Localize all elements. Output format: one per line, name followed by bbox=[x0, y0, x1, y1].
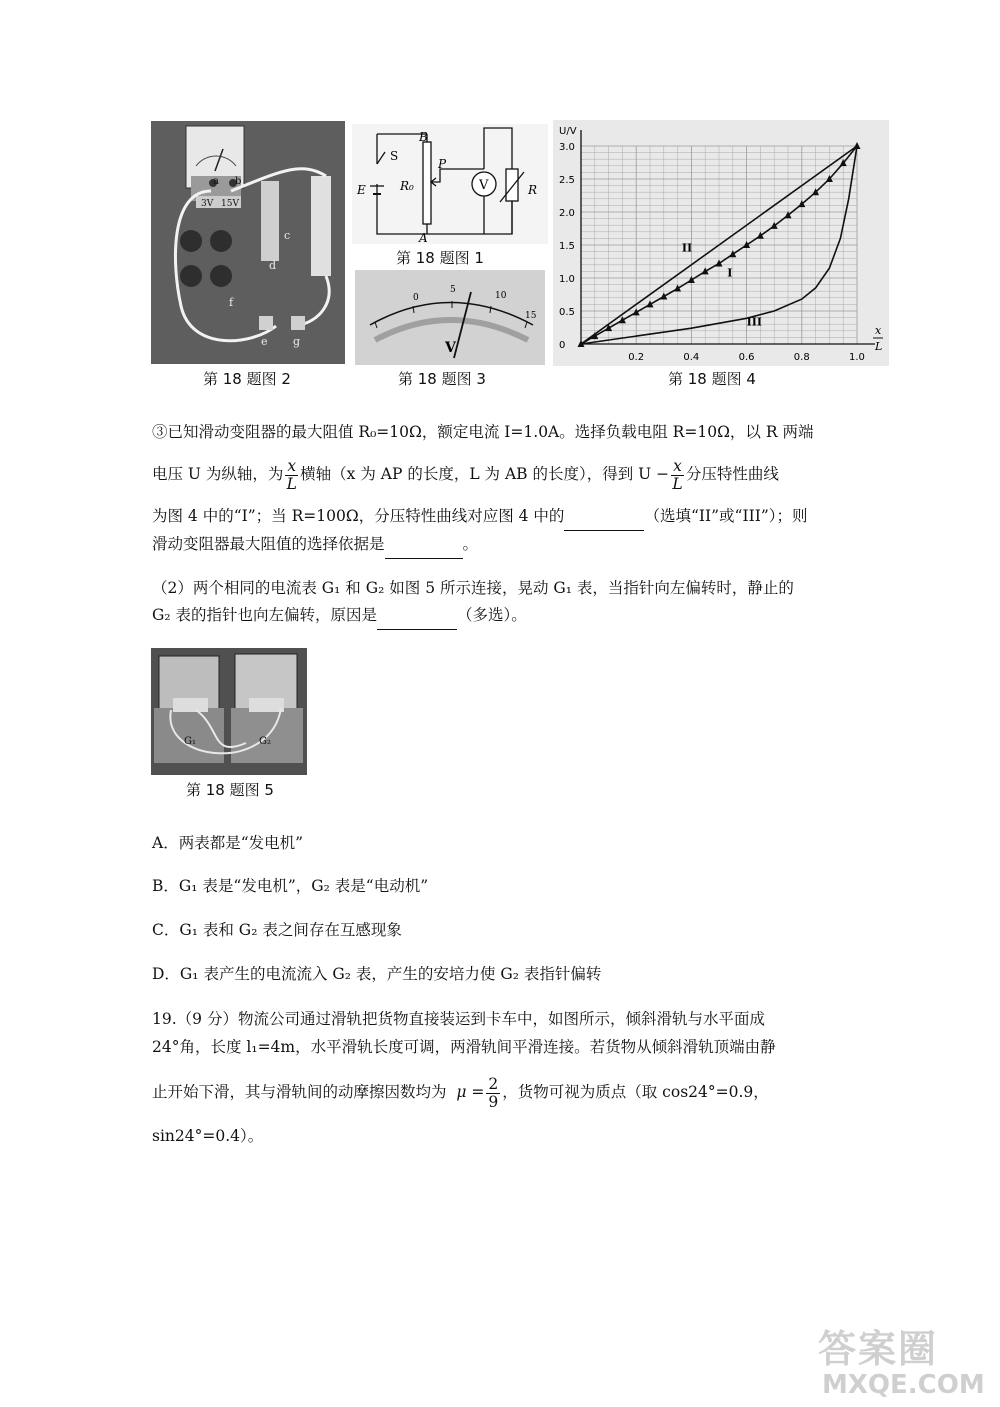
curve-label-I: I bbox=[727, 266, 733, 280]
y-tick-label: 2.0 bbox=[559, 208, 575, 219]
label-c: c bbox=[284, 229, 291, 242]
q3-l4b: 。 bbox=[462, 535, 479, 553]
x-axis-label-top: x bbox=[875, 324, 882, 337]
figure-1-caption: 第 18 题图 1 bbox=[396, 249, 484, 267]
label-e: e bbox=[261, 335, 268, 348]
figure-5-drawing bbox=[151, 648, 307, 775]
fraction-2-over-9: $\frac{2}{9}$ bbox=[488, 1074, 499, 1111]
label-f: f bbox=[229, 296, 234, 309]
q19-line-3 bbox=[152, 1070, 852, 1114]
y-tick-label: 1.5 bbox=[559, 241, 575, 252]
label-B: B bbox=[419, 130, 428, 144]
answer-blank-1[interactable] bbox=[564, 502, 644, 531]
label-R0: R₀ bbox=[400, 179, 414, 193]
figure-3-caption: 第 18 题图 3 bbox=[398, 370, 486, 388]
tick-10: 10 bbox=[495, 291, 507, 301]
figure-4-chart bbox=[553, 120, 889, 366]
curve-label-II: II bbox=[681, 241, 693, 255]
q3-l2b: 横轴（x 为 AP 的长度，L 为 AB 的长度），得到 U − bbox=[300, 465, 670, 483]
label-b: b bbox=[235, 176, 242, 187]
label-g1: G₁ bbox=[184, 736, 196, 747]
label-15v: 15V bbox=[221, 199, 239, 209]
label-E: E bbox=[357, 183, 366, 197]
tick-0: 0 bbox=[413, 293, 419, 303]
q19-l3b: ，货物可视为质点（取 cos24°=0.9， bbox=[502, 1083, 769, 1101]
label-A: A bbox=[419, 231, 428, 244]
x-tick-label: 0.6 bbox=[738, 352, 755, 363]
option-b[interactable]: B．G₁ 表是“发电机”，G₂ 表是“电动机” bbox=[152, 877, 429, 895]
q3-line-2 bbox=[152, 452, 852, 496]
label-S: S bbox=[390, 149, 399, 163]
y-tick-label: 1.0 bbox=[559, 274, 575, 285]
q3-l4a: 滑动变阻器最大阻值的选择依据是 bbox=[152, 535, 385, 553]
q19-line-2: 24°角，长度 l₁=4m，水平滑轨长度可调，两滑轨间平滑连接。若货物从倾斜滑轨顶端由静 bbox=[152, 1038, 776, 1056]
q2-l2b: （多选）。 bbox=[457, 606, 527, 624]
label-V: V bbox=[479, 178, 489, 193]
q3-line-1: ③已知滑动变阻器的最大阻值 R₀=10Ω，额定电流 I=1.0A。选择负载电阻 R=10Ω，以 R 两端 bbox=[152, 423, 814, 441]
q3-l3a: 为图 4 中的“I”；当 R=100Ω，分压特性曲线对应图 4 中的 bbox=[152, 507, 565, 525]
q3-l2c: 分压特性曲线 bbox=[685, 465, 779, 483]
label-P: P bbox=[438, 157, 447, 171]
watermark-url: MXQE.COM bbox=[822, 1370, 985, 1400]
option-d[interactable]: D．G₁ 表产生的电流流入 G₂ 表，产生的安培力使 G₂ 表指针偏转 bbox=[152, 965, 602, 983]
fraction-x-over-L: $\frac{x}{L}$ bbox=[286, 456, 297, 493]
label-d: d bbox=[269, 259, 277, 272]
curve-label-III: III bbox=[746, 315, 763, 329]
q3-l2a: 电压 U 为纵轴，为 bbox=[152, 465, 284, 483]
q3-line-3 bbox=[152, 502, 852, 531]
figure-1-circuit bbox=[352, 124, 548, 244]
label-R: R bbox=[528, 183, 538, 197]
mu-symbol: μ = bbox=[456, 1083, 485, 1101]
tick-15: 15 bbox=[525, 311, 537, 321]
figure-2-caption: 第 18 题图 2 bbox=[203, 370, 291, 388]
x-tick-label: 0.4 bbox=[683, 352, 700, 363]
tick-5: 5 bbox=[450, 285, 456, 295]
x-tick-label: 1.0 bbox=[849, 352, 865, 363]
watermark-logo: 答案圈 bbox=[818, 1327, 939, 1371]
unit-v: V bbox=[445, 340, 456, 356]
label-a: a bbox=[213, 176, 219, 187]
option-a[interactable]: A．两表都是“发电机” bbox=[152, 834, 304, 852]
option-c[interactable]: C．G₁ 表和 G₂ 表之间存在互感现象 bbox=[152, 921, 402, 939]
y-tick-label: 3.0 bbox=[559, 142, 575, 153]
q19-l3a: 止开始下滑，其与滑轨间的动摩擦因数均为 bbox=[152, 1083, 447, 1101]
y-tick-label: 0.5 bbox=[559, 307, 575, 318]
q19-line-1: 19.（9 分）物流公司通过滑轨把货物直接装运到卡车中，如图所示，倾斜滑轨与水平面成 bbox=[152, 1010, 765, 1028]
figure-3-meter bbox=[355, 270, 545, 365]
figure-2-drawing bbox=[151, 121, 345, 364]
label-3v: 3V bbox=[201, 199, 214, 209]
q2-l2a: G₂ 表的指针也向左偏转，原因是 bbox=[152, 606, 378, 624]
x-tick-label: 0.8 bbox=[793, 352, 810, 363]
q2-line-2 bbox=[152, 601, 852, 630]
q2-line-1: （2）两个相同的电流表 G₁ 和 G₂ 如图 5 所示连接，晃动 G₁ 表，当指针向左偏转时，静止的 bbox=[152, 579, 794, 597]
x-axis-label-bottom: L bbox=[875, 340, 883, 353]
q3-l3b: （选填“II”或“III”）；则 bbox=[644, 507, 808, 525]
q19-line-4: sin24°=0.4）。 bbox=[152, 1127, 264, 1145]
figure-2-photo bbox=[151, 121, 345, 364]
y-tick-label: 2.5 bbox=[559, 175, 575, 186]
answer-blank-2[interactable] bbox=[385, 530, 463, 559]
label-g2: G₂ bbox=[259, 736, 271, 747]
answer-blank-3[interactable] bbox=[377, 601, 457, 630]
y-tick-label: 0 bbox=[559, 340, 566, 351]
x-tick-label: 0.2 bbox=[628, 352, 645, 363]
figure-5-photo bbox=[151, 648, 307, 775]
figure-4-caption: 第 18 题图 4 bbox=[668, 370, 756, 388]
figure-5-caption: 第 18 题图 5 bbox=[186, 781, 274, 799]
q3-line-4 bbox=[152, 530, 852, 559]
label-g: g bbox=[293, 335, 301, 348]
fraction-x-over-L-2: $\frac{x}{L}$ bbox=[672, 456, 683, 493]
y-axis-label: U/V bbox=[559, 126, 577, 137]
